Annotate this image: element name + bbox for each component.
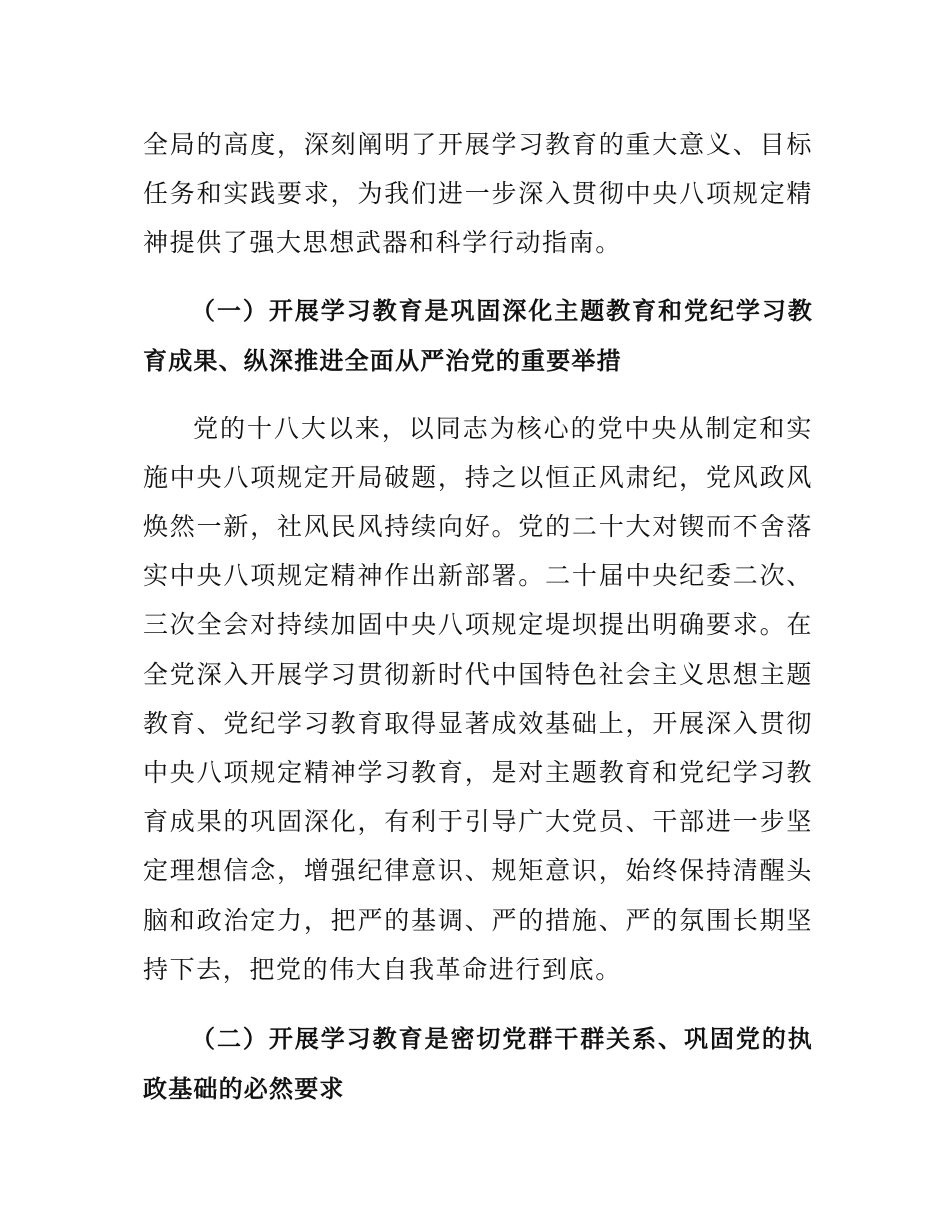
paragraph-section-1: 党的十八大以来，以同志为核心的党中央从制定和实施中央八项规定开局破题，持之以恒正风肃纪，党风政风焕然一新，社风民风持续向好。党的二十大对锲而不舍落实中央八项规定精神作出新部署。二十届中央纪委二次、三次全会对持续加固中央八项规定堤坝提出明确要求。在全党深入开展学习贯彻新时代中国特色社会主义思想主题教育、党纪学习教育取得显著成效基础上，开展深入贯彻中央八项规定精神学习教育，是对主题教育和党纪学习教育成果的巩固深化，有利于引导广大党员、干部进一步坚定理想信念，增强纪律意识、规矩意识，始终保持清醒头脑和政治定力，把严的基调、严的措施、严的氛围长期坚持下去，把党的伟大自我革命进行到底。 — [143, 413, 813, 984]
paragraph-continuation: 全局的高度，深刻阐明了开展学习教育的重大意义、目标任务和实践要求，为我们进一步深入贯彻中央八项规定精神提供了强大思想武器和科学行动指南。 — [143, 130, 813, 258]
section-heading-2: （二）开展学习教育是密切党群干群关系、巩固党的执政基础的必然要求 — [143, 1025, 813, 1104]
section-heading-1: （一）开展学习教育是巩固深化主题教育和党纪学习教育成果、纵深推进全面从严治党的重要举措 — [143, 296, 813, 375]
document-body — [143, 120, 813, 1114]
